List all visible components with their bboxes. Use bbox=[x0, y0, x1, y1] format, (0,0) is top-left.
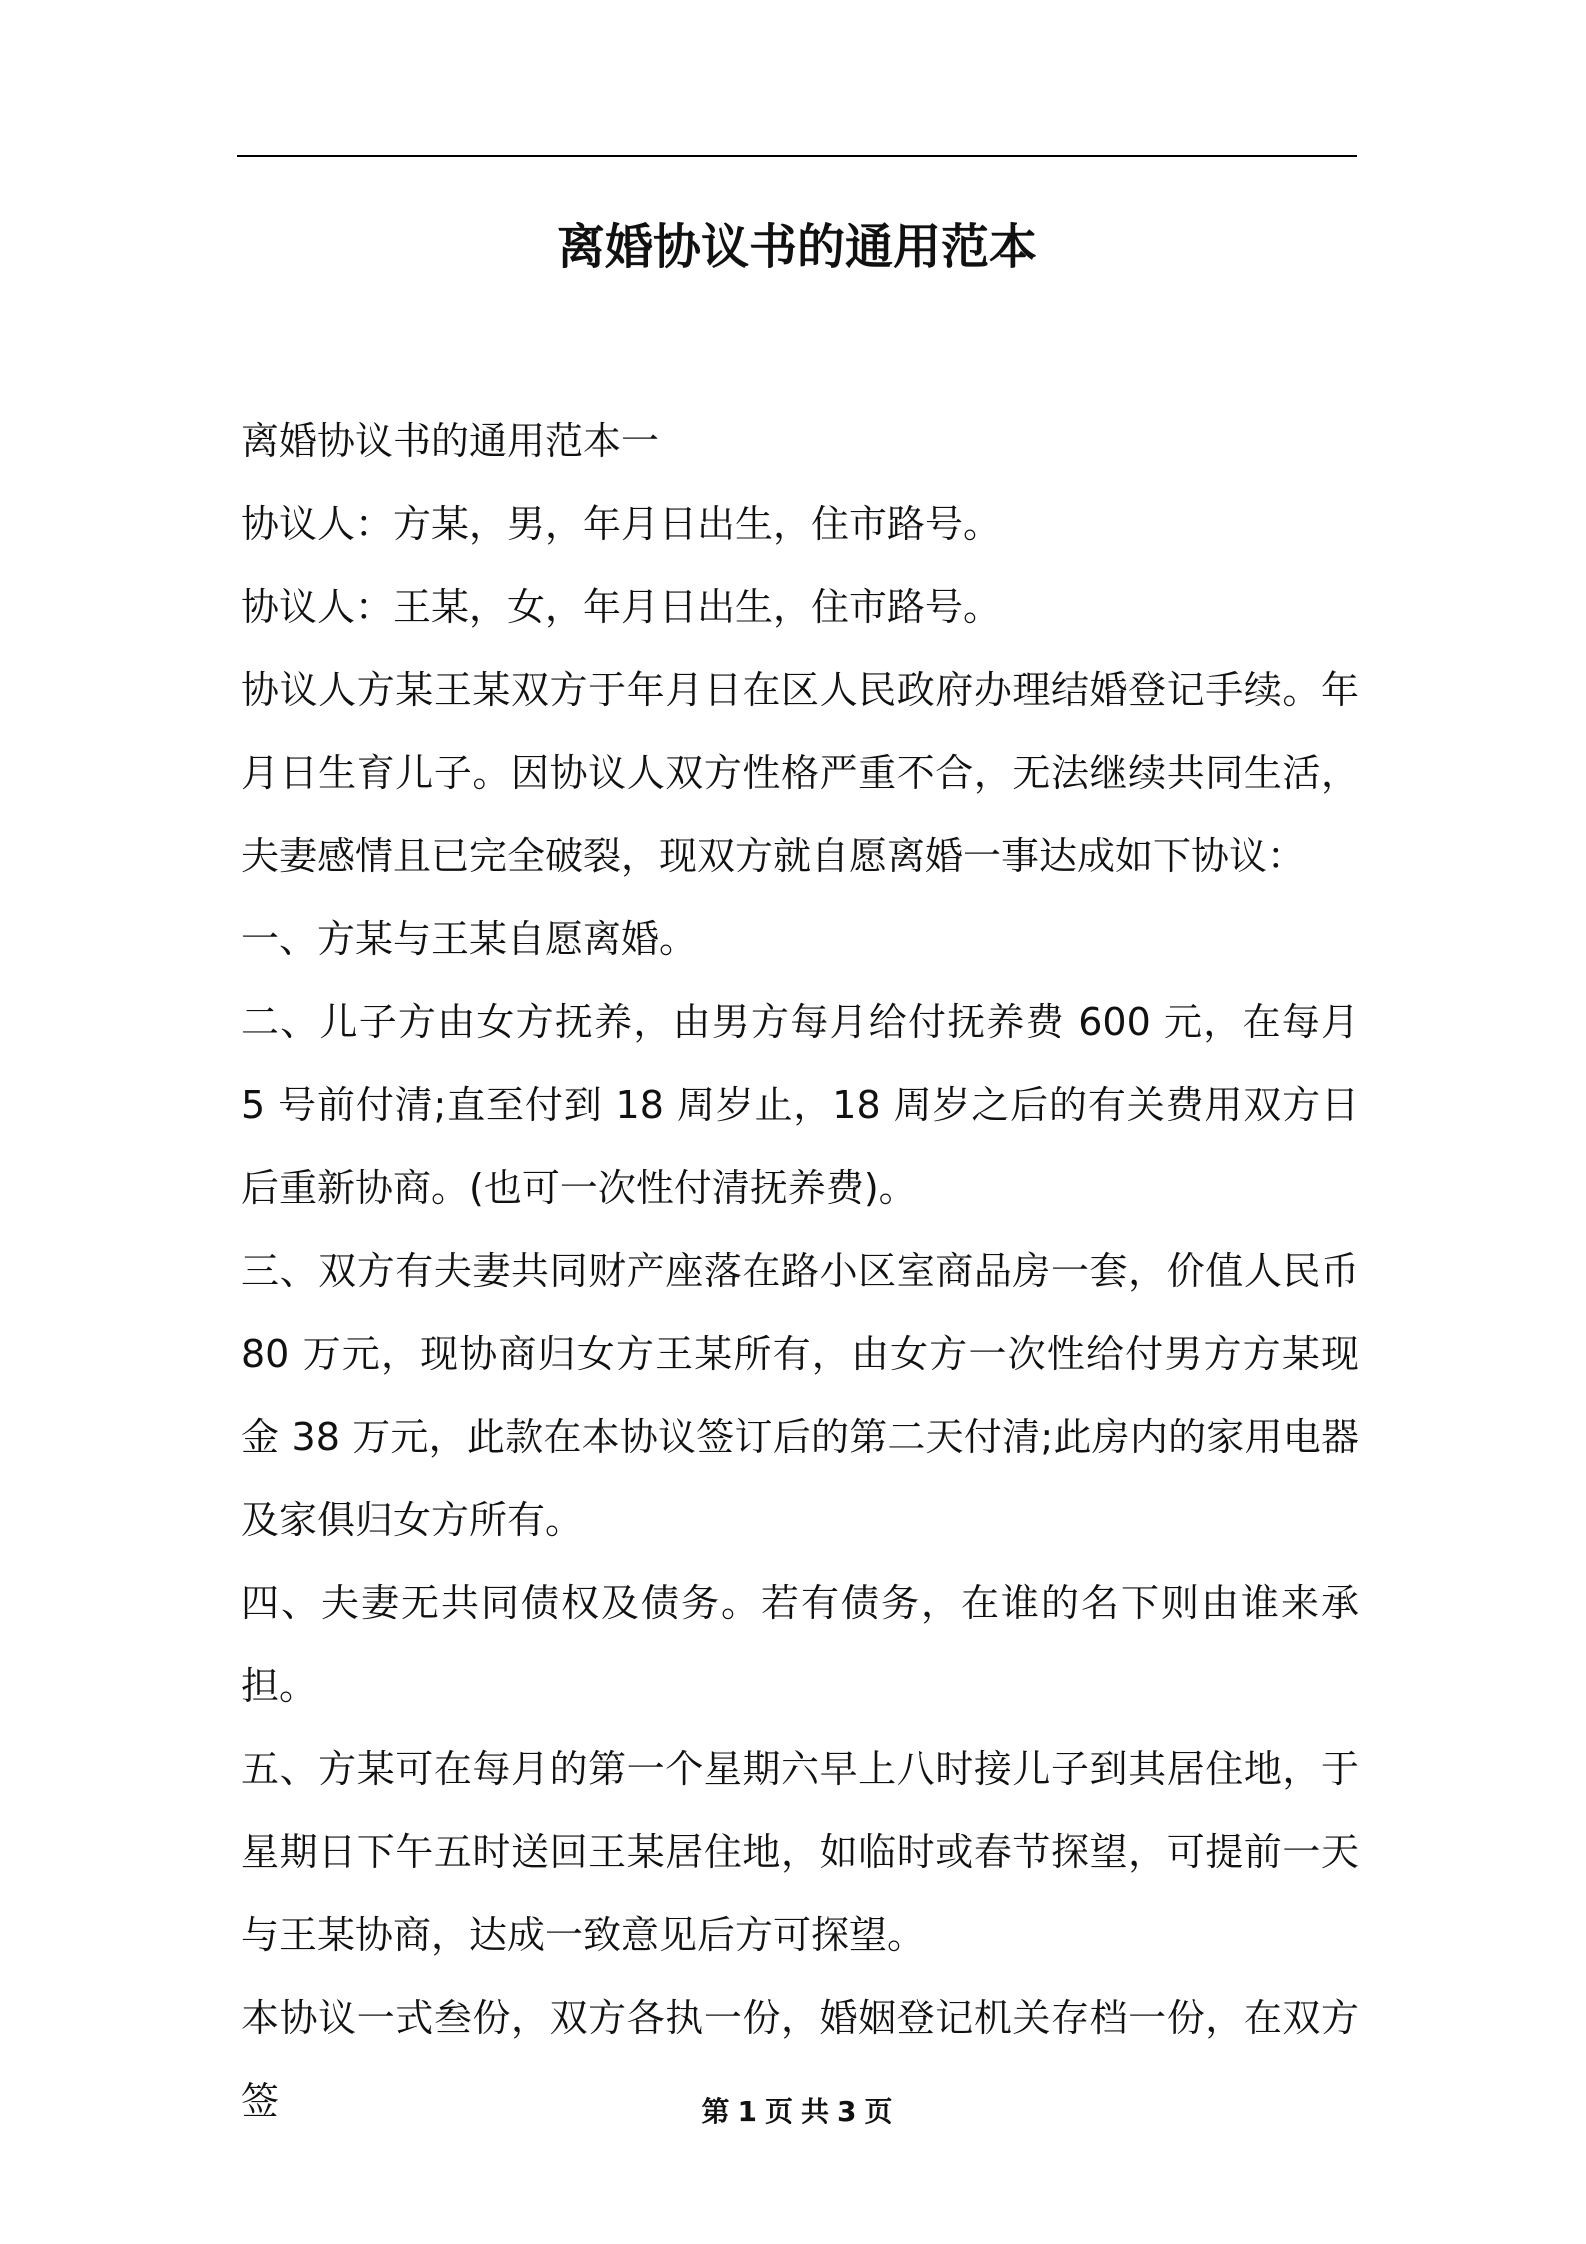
clause-four: 四、夫妻无共同债权及债务。若有债务，在谁的名下则由谁来承担。 bbox=[241, 1581, 1359, 1708]
footer-total-unit: 页 bbox=[864, 2095, 893, 2128]
clause-two: 二、儿子方由女方抚养，由男方每月给付抚养费 600 元，在每月 5 号前付清;直至付到 18 周岁止，18 周岁之后的有关费用双方日后重新协商。(也可一次性付清抚养费)。 bbox=[241, 1000, 1359, 1210]
footer-page-unit: 页 bbox=[764, 2095, 793, 2128]
page-footer bbox=[237, 2092, 1357, 2132]
footer-total-pages: 3 bbox=[837, 2095, 857, 2128]
party-one-line: 协议人：方某，男，年月日出生，住市路号。 bbox=[241, 502, 1002, 546]
section-heading: 离婚协议书的通用范本一 bbox=[241, 419, 660, 463]
document-body bbox=[241, 400, 1359, 2143]
clause-three: 三、双方有夫妻共同财产座落在路小区室商品房一套，价值人民币 80 万元，现协商归女方王某所有，由女方一次性给付男方方某现金 38 万元，此款在本协议签订后的第二天付清;此房内的家用电器及家俱归女方所有。 bbox=[241, 1249, 1359, 1542]
closing-paragraph: 本协议一式叁份，双方各执一份，婚姻登记机关存档一份，在双方签 bbox=[241, 1996, 1359, 2123]
clause-five: 五、方某可在每月的第一个星期六早上八时接儿子到其居住地，于星期日下午五时送回王某居住地，如临时或春节探望，可提前一天与王某协商，达成一致意见后方可探望。 bbox=[241, 1747, 1359, 1957]
footer-prefix: 第 bbox=[701, 2095, 730, 2128]
document-title: 离婚协议书的通用范本 bbox=[556, 219, 1037, 275]
clause-one: 一、方某与王某自愿离婚。 bbox=[241, 917, 698, 961]
party-two-line: 协议人：王某，女，年月日出生，住市路号。 bbox=[241, 585, 1002, 629]
footer-total-prefix: 共 bbox=[801, 2095, 830, 2128]
header-rule bbox=[237, 155, 1357, 157]
preamble-paragraph: 协议人方某王某双方于年月日在区人民政府办理结婚登记手续。年月日生育儿子。因协议人双方性格严重不合，无法继续共同生活，夫妻感情且已完全破裂，现双方就自愿离婚一事达成如下协议： bbox=[241, 668, 1359, 878]
footer-current-page: 1 bbox=[737, 2095, 757, 2128]
